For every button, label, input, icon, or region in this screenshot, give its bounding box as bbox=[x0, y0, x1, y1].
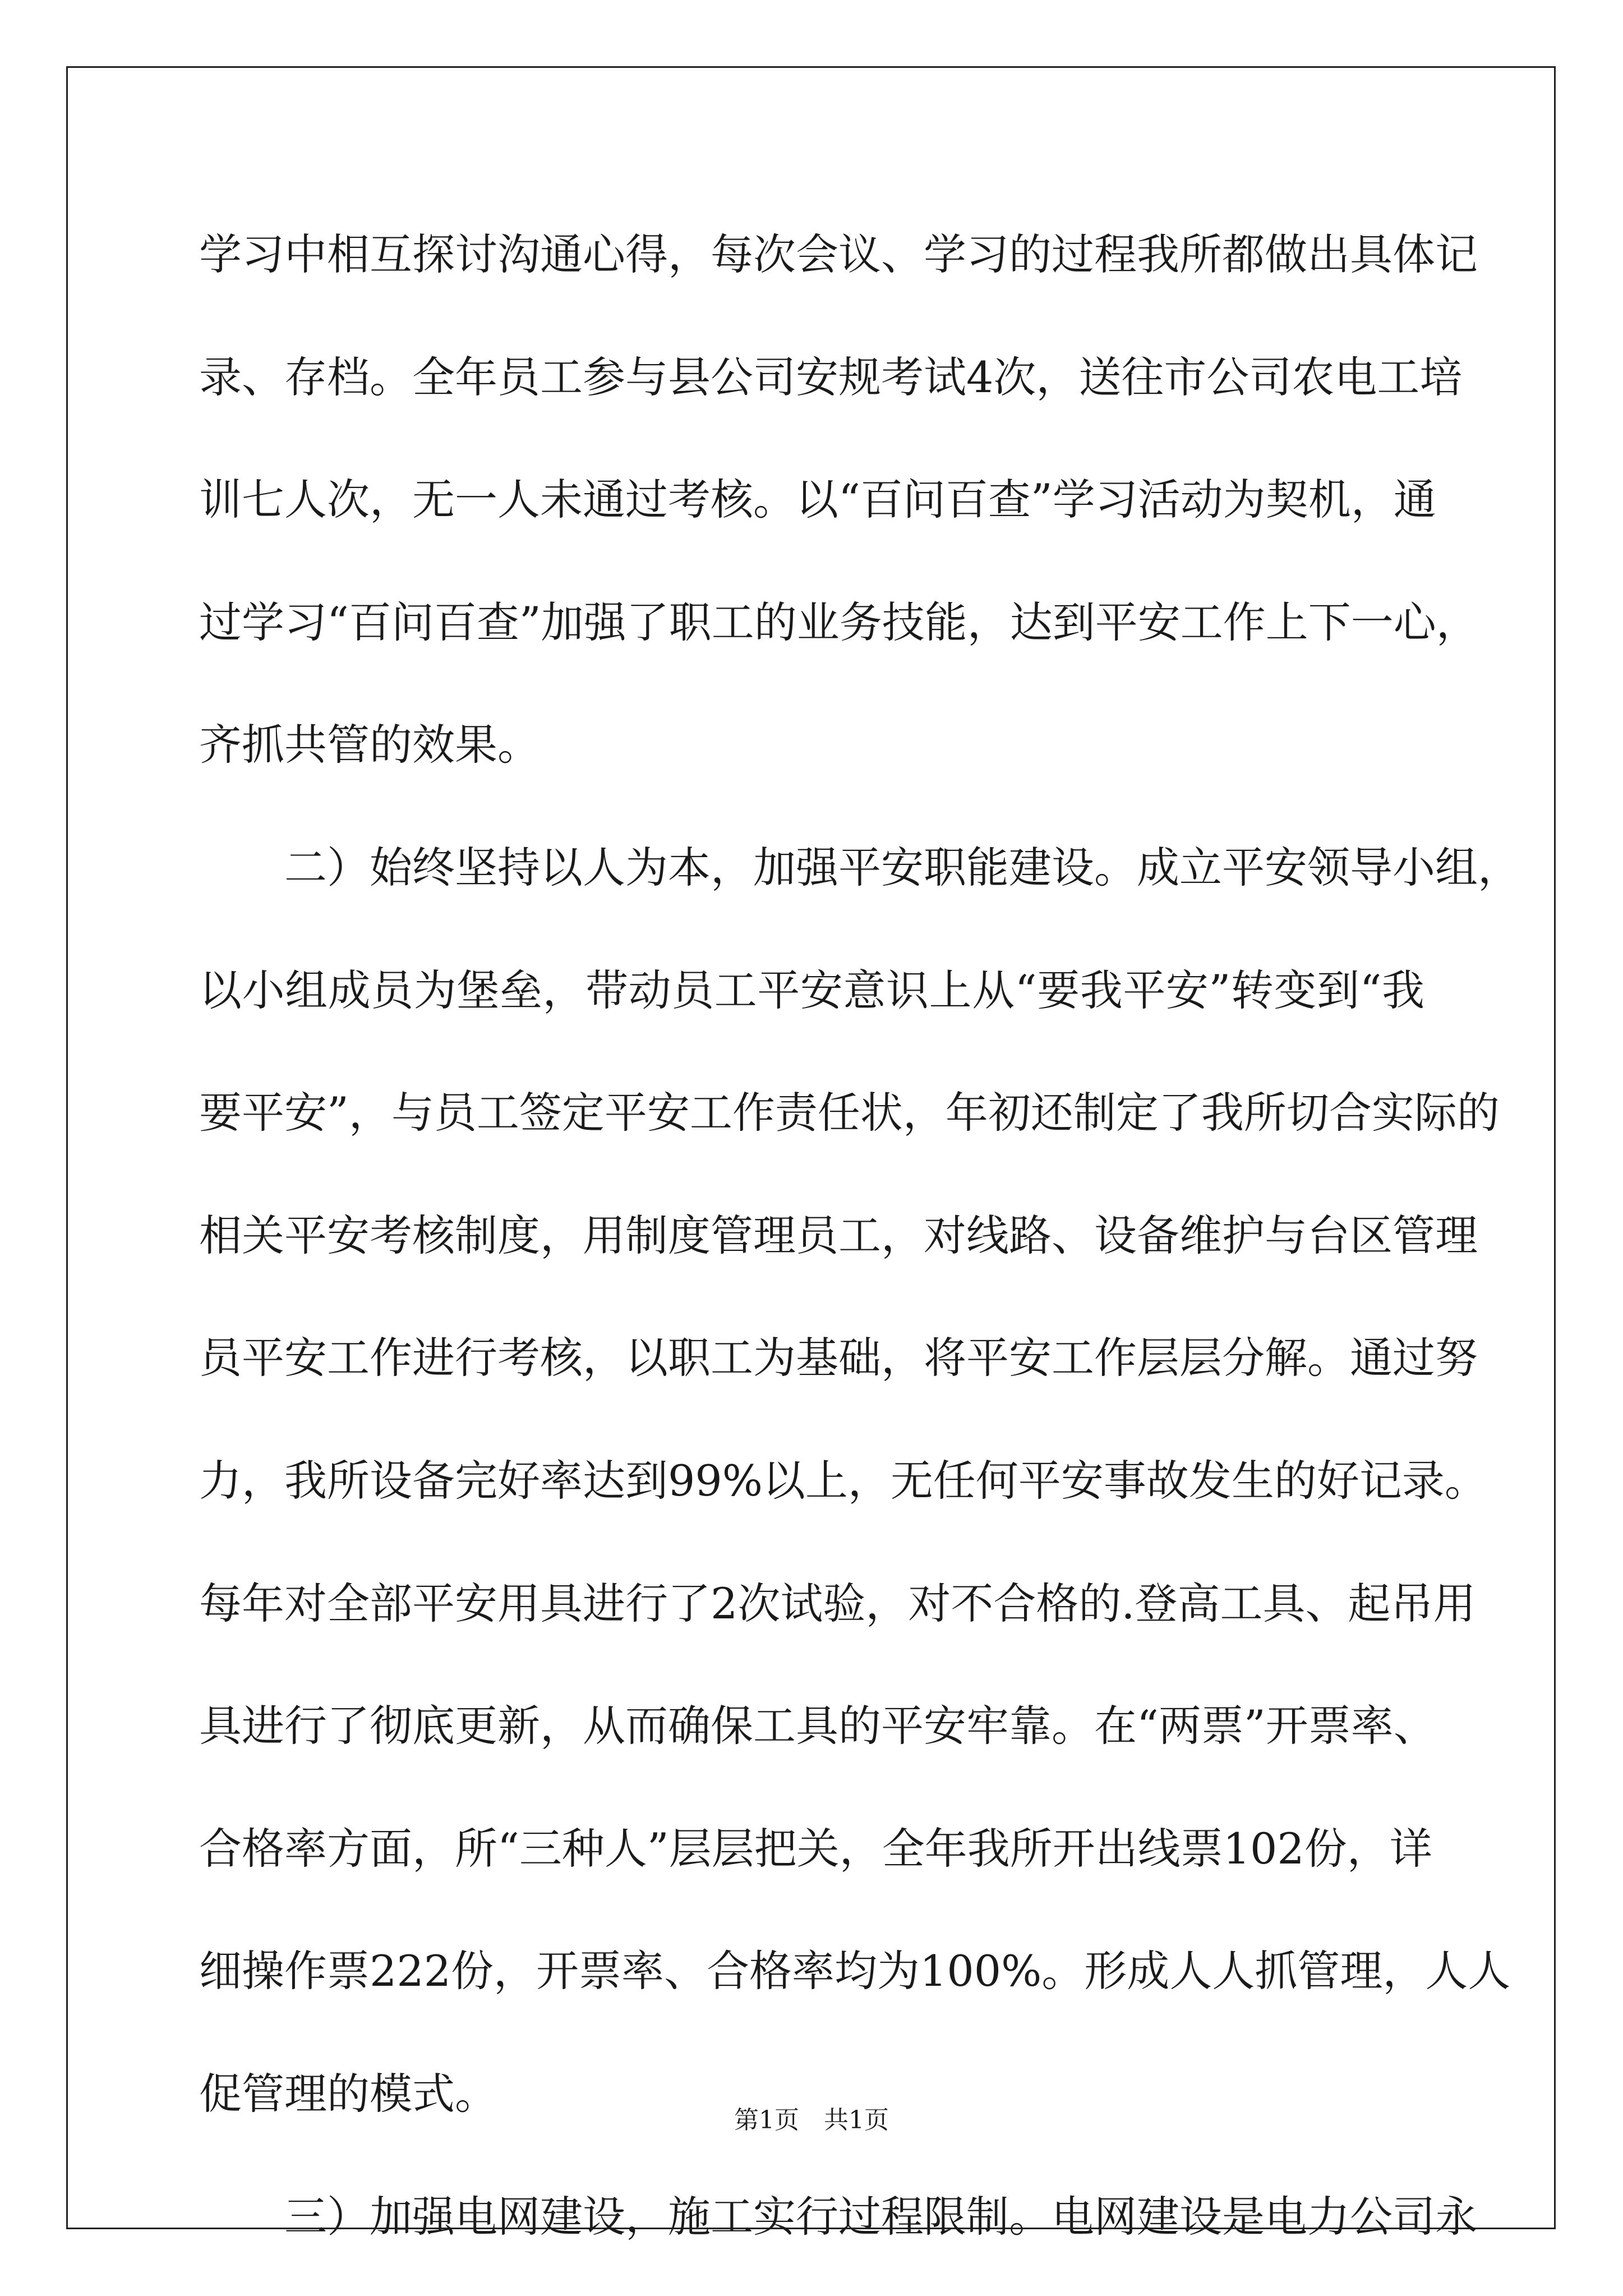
text-line: 力，我所设备完好率达到99%以上，无任何平安事故发生的好记录。 bbox=[199, 1455, 1487, 1506]
text-line: 细操作票222份，开票率、合格率均为100%。形成人人抓管理，人人 bbox=[199, 1946, 1511, 1996]
text-line: 促管理的模式。 bbox=[199, 2068, 497, 2119]
text-line: 合格率方面，所“三种人”层层把关，全年我所开出线票102份，详 bbox=[199, 1823, 1432, 1874]
text-line: 要平安”，与员工签定平安工作责任状，年初还制定了我所切合实际的 bbox=[199, 1088, 1500, 1138]
page-footer bbox=[0, 2104, 1623, 2137]
text-line: 员平安工作进行考核，以职工为基础，将平安工作层层分解。通过努 bbox=[199, 1333, 1478, 1383]
text-line: 训七人次，无一人未通过考核。以“百问百查”学习活动为契机，通 bbox=[199, 475, 1436, 525]
text-line: 三）加强电网建设，施工实行过程限制。电网建设是电力公司永 bbox=[284, 2191, 1478, 2242]
text-line: 齐抓共管的效果。 bbox=[199, 720, 540, 770]
text-line: 以小组成员为堡垒，带动员工平安意识上从“要我平安”转变到“我 bbox=[199, 965, 1424, 1015]
text-line: 相关平安考核制度，用制度管理员工，对线路、设备维护与台区管理 bbox=[199, 1210, 1478, 1260]
page-number-total: 共1页 bbox=[824, 2106, 889, 2134]
text-line: 过学习“百问百查”加强了职工的业务技能，达到平安工作上下一心， bbox=[199, 597, 1479, 647]
text-line: 二）始终坚持以人为本，加强平安职能建设。成立平安领导小组， bbox=[284, 842, 1520, 892]
text-line: 学习中相互探讨沟通心得，每次会议、学习的过程我所都做出具体记 bbox=[199, 229, 1478, 279]
text-line: 每年对全部平安用具进行了2次试验，对不合格的.登高工具、起吊用 bbox=[199, 1578, 1476, 1628]
text-line: 具进行了彻底更新，从而确保工具的平安牢靠。在“两票”开票率、 bbox=[199, 1701, 1436, 1751]
text-line: 录、存档。全年员工参与县公司安规考试4次，送往市公司农电工培 bbox=[199, 352, 1463, 402]
page-number-current: 第1页 bbox=[734, 2106, 799, 2134]
document-body bbox=[199, 194, 1520, 2278]
